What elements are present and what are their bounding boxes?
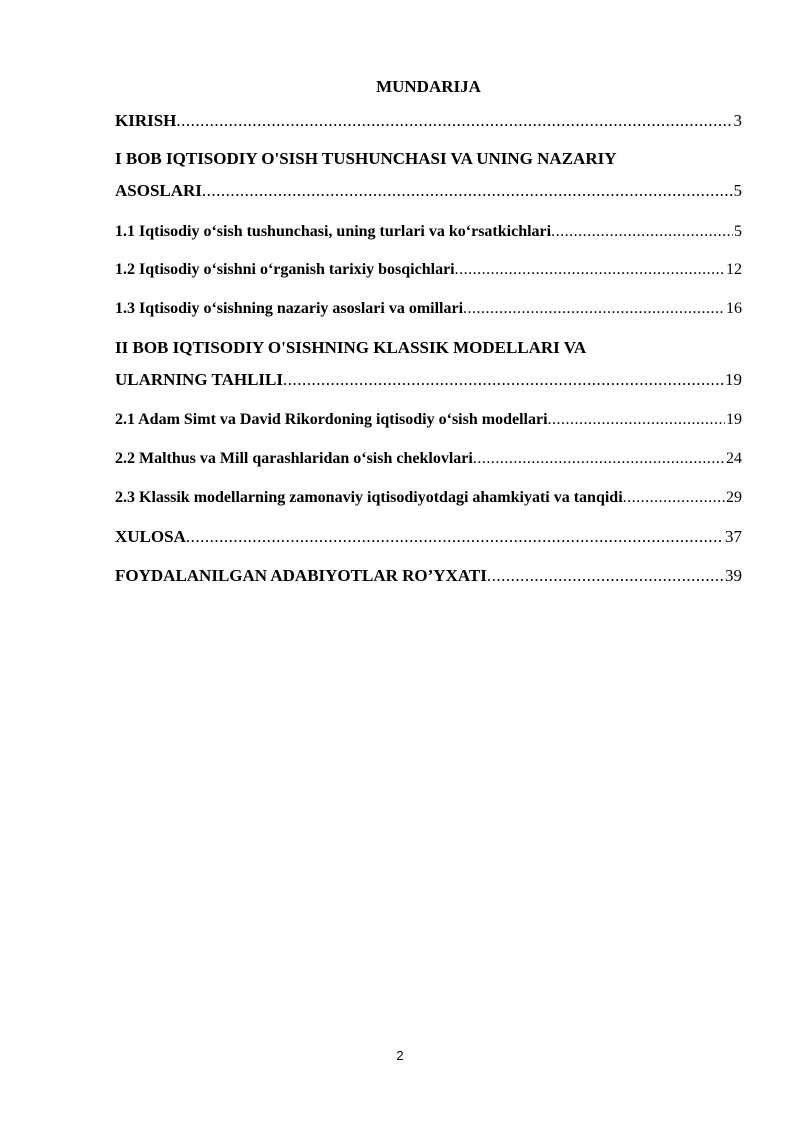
toc-entry-1-3: [115, 298, 742, 320]
toc-entry-chapter-1: [115, 148, 742, 202]
toc-entry-title-line1: I BOB IQTISODIY O'SISH TUSHUNCHASI VA UNING NAZARIY: [115, 149, 617, 168]
toc-line: [115, 409, 742, 431]
page-number: 2: [396, 1048, 404, 1063]
toc-entry-title: 2.1 Adam Simt va David Rikordoning iqtisodiy o‘sish modellari: [115, 411, 548, 428]
toc-entry-1-2: [115, 259, 742, 281]
dot-leader: [283, 369, 724, 391]
toc-entry-page: 19: [726, 411, 742, 428]
toc-entry-title: KIRISH: [115, 111, 177, 130]
dot-leader: [548, 409, 725, 431]
toc-entry-title: 1.1 Iqtisodiy o‘sish tushunchasi, uning turlari va ko‘rsatkichlari: [115, 223, 552, 240]
toc-line: [115, 221, 742, 243]
toc-entry-title: FOYDALANILGAN ADABIYOTLAR RO’YXATI: [115, 566, 487, 585]
dot-leader: [463, 298, 725, 320]
toc-entry-title: 1.3 Iqtisodiy o‘sishning nazariy asoslari va omillari: [115, 300, 464, 317]
toc-line: [115, 259, 742, 281]
toc-entry-1-1: [115, 221, 742, 243]
toc-entry-title: XULOSA: [115, 527, 186, 546]
toc-entry-page: 3: [733, 111, 742, 130]
toc-entry-2-3: [115, 487, 742, 509]
dot-leader: [455, 259, 725, 281]
toc-entry-title: 2.2 Malthus va Mill qarashlaridan o‘sish cheklovlari: [115, 450, 473, 467]
dot-leader: [487, 565, 724, 587]
toc-entry-title-line1: II BOB IQTISODIY O'SISHNING KLASSIK MODELLARI VA: [115, 338, 587, 357]
toc-line: [115, 448, 742, 470]
dot-leader: [186, 526, 724, 548]
toc-entry-page: 5: [733, 181, 742, 200]
toc-entry-page: 24: [726, 450, 742, 467]
dot-leader: [202, 180, 733, 202]
toc-entry-xulosa: [115, 526, 742, 548]
toc-entry-page: 37: [725, 527, 742, 546]
toc-entry-references: [115, 565, 742, 587]
toc-entry-title: 2.3 Klassik modellarning zamonaviy iqtisodiyotdagi ahamkiyati va tanqidi: [115, 489, 623, 506]
toc-line: [115, 565, 742, 587]
toc-entry-page: 12: [726, 261, 742, 278]
toc-entry-2-1: [115, 409, 742, 431]
toc-entry-page: 39: [725, 566, 742, 585]
toc-heading: MUNDARIJA: [376, 77, 481, 96]
toc-line: [115, 487, 742, 509]
toc-entry-chapter-2: [115, 337, 742, 391]
dot-leader: [551, 221, 733, 243]
toc-line: [115, 180, 742, 202]
toc-entry-page: 5: [734, 223, 742, 240]
toc-line: [115, 298, 742, 320]
toc-entry-page: 29: [726, 489, 742, 506]
toc-entry-page: 19: [725, 370, 742, 389]
dot-leader: [176, 110, 732, 132]
toc-entry-title: ASOSLARI: [115, 181, 202, 200]
toc-entry-title: ULARNING TAHLILI: [115, 370, 283, 389]
dot-leader: [623, 487, 725, 509]
toc-line: [115, 369, 742, 391]
toc-entry-kirish: [115, 110, 742, 132]
toc-entry-title: 1.2 Iqtisodiy o‘sishni o‘rganish tarixiy bosqichlari: [115, 261, 455, 278]
dot-leader: [473, 448, 725, 470]
toc-entry-2-2: [115, 448, 742, 470]
toc-line: [115, 526, 742, 548]
toc-line: [115, 110, 742, 132]
toc-entry-page: 16: [726, 300, 742, 317]
